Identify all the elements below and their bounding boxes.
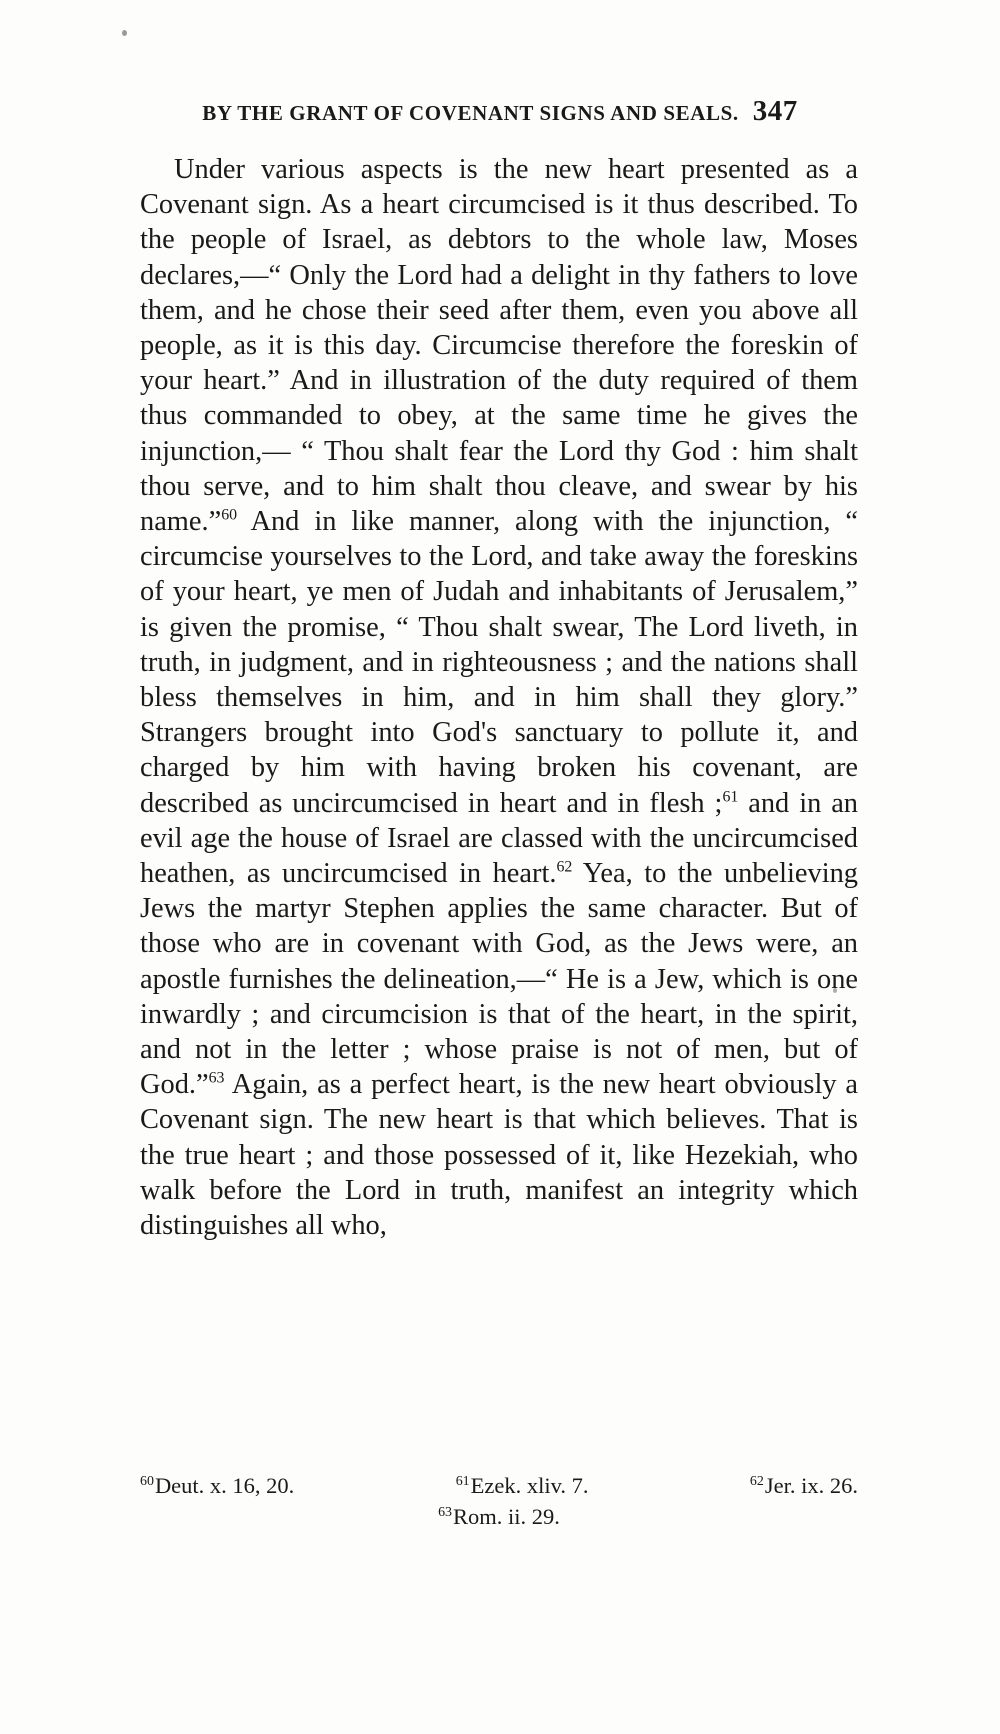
footnote-text: Deut. x. 16, 20.	[154, 1473, 295, 1498]
body-segment-1: Under various aspects is the new heart presented as a Covenant sign. As a heart circumcised is it thus described. To the people of Israel, as debtors to the whole law, Moses declares,—“ Only the Lord had a delight in thy fathers to love them, and he chose their seed after them, even you above all people, as it is this day. Circumcise therefore the foreskin of your heart.” And in illustration of the duty required of them thus commanded to obey, at the same time he gives the injunction,— “ Thou shalt fear the Lord thy God : him shalt thou serve, and to him shalt thou cleave, and swear by his name.”	[140, 154, 858, 538]
body-segment-2: And in like manner, along with the injunction, “ circumcise yourselves to the Lord, and take away the foreskins of your heart, ye men of Judah and inhabitants of Jerusalem,” is given the promise, “ Thou shalt swear, The Lord liveth, in truth, in judgment, and in righteousness ; and the nations shall bless themselves in him, and in him shall they glory.” Strangers brought into God's sanctuary to pollute it, and charged by him with having broken his covenant, are described as uncircumcised in heart and in flesh ;	[140, 506, 858, 819]
page-speck-icon	[122, 30, 127, 36]
footnote-ref-61[interactable]: 61	[722, 788, 739, 806]
footnote-item	[750, 1470, 858, 1501]
footnote-marker: 63	[438, 1504, 453, 1520]
footnote-ref-62[interactable]: 62	[556, 858, 573, 876]
footnote-text: Ezek. xliv. 7.	[470, 1473, 589, 1498]
body-text	[140, 152, 858, 1243]
footnote-marker: 61	[455, 1473, 470, 1489]
running-head-title: BY THE GRANT OF COVENANT SIGNS AND SEALS.	[202, 101, 739, 125]
footnote-ref-63[interactable]: 63	[208, 1069, 225, 1087]
footnote-marker: 60	[140, 1473, 154, 1489]
body-segment-4: Yea, to the unbelieving Jews the martyr Stephen applies the same character. But of those who are in covenant with God, as the Jews were, an apostle furnishes the delineation,—“ He is a Jew, which is one inwardly ; and circumcision is that of the heart, in the spirit, and not in the letter ; whose praise is not of men, but of God.”	[140, 858, 859, 1101]
footnote-text: Jer. ix. 26.	[764, 1473, 858, 1498]
footnote-item	[456, 1470, 589, 1501]
footnote-text: Rom. ii. 29.	[453, 1504, 560, 1529]
body-paragraph	[140, 152, 858, 1243]
footnote-marker: 62	[749, 1473, 764, 1489]
footnote-ref-60[interactable]: 60	[221, 506, 238, 524]
footnotes	[140, 1470, 858, 1532]
body-segment-3: and in an evil age the house of Israel are classed with the uncircumcised heathen, as uncircumcised in heart.	[140, 787, 859, 890]
footnote-item	[140, 1470, 294, 1501]
running-head	[0, 95, 1000, 128]
page-number: 347	[752, 95, 798, 127]
footnote-row	[140, 1470, 858, 1501]
footnote-row	[140, 1501, 858, 1532]
footnote-item	[438, 1501, 560, 1532]
body-segment-5: Again, as a perfect heart, is the new heart obviously a Covenant sign. The new heart is that which believes. That is the true heart ; and those possessed of it, like Hezekiah, who walk before the Lord in truth, manifest an integrity which distinguishes all who,	[140, 1069, 858, 1242]
